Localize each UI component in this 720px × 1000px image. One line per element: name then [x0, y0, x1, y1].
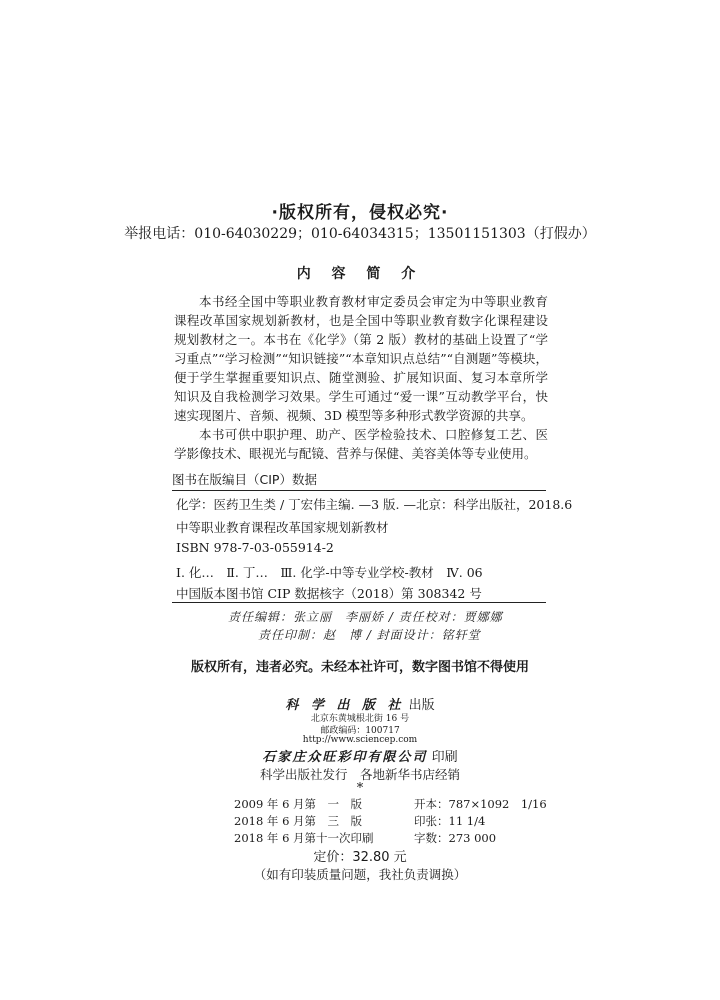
digital-library-notice: 版权所有，违者必究。未经本社许可，数字图书馆不得使用: [190, 660, 529, 675]
summary-heading: 内 容 简 介: [296, 266, 424, 282]
publisher-address: 北京东黄城根北街 16 号: [310, 714, 410, 724]
summary-body: [174, 292, 548, 463]
edition-spec: 开本：787×1092 1/16: [414, 797, 547, 811]
edition-spec: 印张：11 1/4: [414, 814, 486, 828]
publisher-postcode: 邮政编码：100717: [320, 726, 400, 736]
edition-row-printing: [234, 830, 496, 846]
edition-date: 2009 年 6 月第 一 版: [234, 797, 363, 811]
separator-asterisk: *: [356, 781, 364, 796]
price-note: （如有印装质量问题，我社负责调换）: [253, 867, 467, 882]
edition-date: 2018 年 6 月第 三 版: [234, 814, 363, 828]
publisher-url: http://www.sciencep.com: [302, 735, 418, 745]
printer-suffix: 印刷: [431, 750, 458, 765]
cip-isbn-line: ISBN 978-7-03-055914-2: [176, 540, 334, 555]
production-credits: 责任印制：赵 博 / 封面设计：铭轩堂: [258, 628, 481, 642]
price: 定价：32.80 元: [313, 850, 407, 865]
edition-spec: 字数：273 000: [414, 831, 497, 845]
edition-date: 2018 年 6 月第十一次印刷: [234, 831, 374, 845]
edition-row-first: [234, 796, 547, 812]
publisher-suffix: 出版: [408, 698, 435, 713]
editor-credits: 责任编辑：张立丽 李丽娇 / 责任校对：贾娜娜: [228, 610, 503, 624]
copyright-title: ·版权所有，侵权必究·: [271, 203, 449, 223]
cip-bottom-rule: [172, 602, 546, 603]
edition-row-third: [234, 813, 485, 829]
distribution-line: 科学出版社发行 各地新华书店经销: [259, 767, 460, 782]
cip-title-line: 化学：医药卫生类 / 丁宏伟主编. —3 版. —北京：科学出版社，2018.6: [176, 497, 573, 512]
printer-line: [0, 746, 720, 765]
cip-heading: 图书在版编目（CIP）数据: [172, 472, 317, 487]
summary-paragraph-1: 本书经全国中等职业教育教材审定委员会审定为中等职业教育课程改革国家规划新教材，也是全国中等职业教育数字化课程建设规划教材之一。本书在《化学》（第 2 版）教材的基础上设置了“学习重点”“学习检测”“知识链接”“本章知识点总结”“自测题”等模块，便于学生掌握重要知识点、随堂测验、扩展知识面、复习本章所学知识及自我检测学习效果。学生可通过“爱一课”互动教学平台，快速实现图片、音频、视频、3D 模型等多种形式教学资源的共享。: [174, 294, 548, 423]
cip-series-line: 中等职业教育课程改革国家规划新教材: [176, 520, 389, 535]
cip-classification-line: Ⅰ. 化… Ⅱ. 丁… Ⅲ. 化学-中等专业学校-教材 Ⅳ. 06: [176, 565, 483, 580]
cip-record-number-line: 中国版本图书馆 CIP 数据核字（2018）第 308342 号: [176, 586, 482, 601]
publisher-name: 科 学 出 版 社: [285, 698, 405, 713]
report-phone-line: 举报电话：010-64030229；010-64034315；13501151303（打假办）: [124, 226, 596, 242]
printer-name: 石家庄众旺彩印有限公司: [262, 750, 428, 765]
cip-top-rule: [172, 490, 546, 491]
summary-paragraph-2: 本书可供中职护理、助产、医学检验技术、口腔修复工艺、医学影像技术、眼视光与配镜、营养与保健、美容美体等专业使用。: [174, 427, 548, 461]
